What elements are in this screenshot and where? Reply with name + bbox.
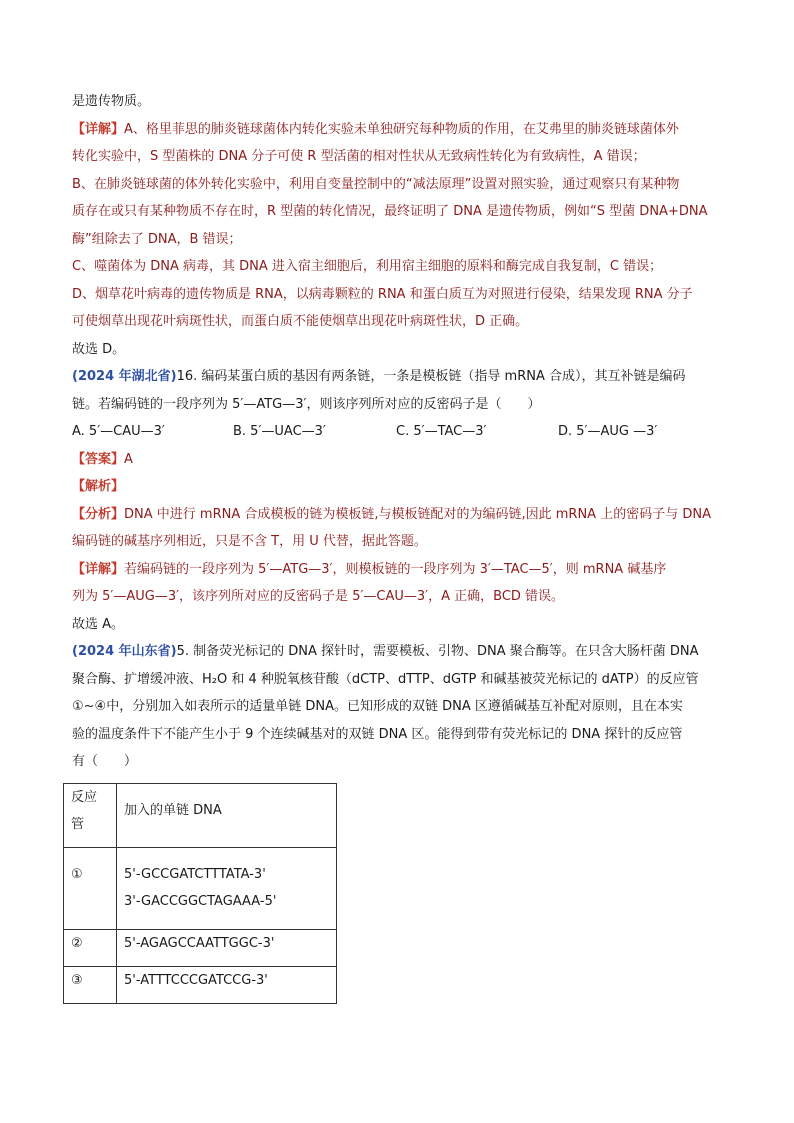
question-text: 5. 制备荧光标记的 DNA 探针时，需要模板、引物、DNA 聚合酶等。在只含大肠杆菌 DNA [176,644,699,659]
options-row [72,418,732,446]
analysis-line [72,501,732,529]
detail-line: 可使烟草出现花叶病斑性状，而蛋白质不能使烟草出现花叶病斑性状，D 正确。 [72,314,529,329]
dna-cell [117,848,337,930]
answer-value: A [124,451,133,467]
question-text: 有（ ） [72,754,138,769]
header-cell [117,784,337,848]
detail-text: 若编码链的一段序列为 5′—ATG—3′，则模板链的一段序列为 3′—TAC—5′，则 mRNA 碱基序 [124,561,667,577]
dna-sequence: 5'-GCCGATCTTTATA-3' [124,867,266,882]
detail-tag: 【详解】 [72,561,125,577]
option-a: A. 5′—CAU—3′ [72,424,165,439]
header-text: 加入的单链 DNA [124,803,222,818]
detail-tag: 【详解】 [72,121,125,137]
question-text: 验的温度条件下不能产生小于 9 个连续碱基对的双链 DNA 区。能得到带有荧光标记的 DNA 探针的反应管 [72,726,683,742]
dna-table [63,783,337,1004]
question-16 [72,363,732,391]
answer-line [72,446,732,474]
answer-tag: 【答案】 [72,451,125,467]
analysis-sub-tag: 【分析】 [72,506,125,522]
source-tag: (2024 年山东省) [72,644,177,659]
tube-id: ① [71,867,83,882]
dna-sequence: 3'-GACCGGCTAGAAA-5' [124,894,277,909]
tube-id: ② [71,936,83,951]
analysis-tag: 【解析】 [72,479,125,494]
detail-line: 转化实验中，S 型菌株的 DNA 分子可使 R 型活菌的相对性状从无致病性转化为有致病性，A 错误； [72,149,646,164]
detail-line: 列为 5′—AUG—3′，该序列所对应的反密码子是 5′—CAU—3′，A 正确，BCD 错误。 [72,589,565,604]
choice-line: 故选 A。 [72,616,125,632]
choice-line: 故选 D。 [72,341,126,357]
question-5 [72,638,732,666]
detail-line: C、噬菌体为 DNA 病毒，其 DNA 进入宿主细胞后，利用宿主细胞的原料和酶完成自我复制，C 错误； [72,259,663,274]
detail-line: D、烟草花叶病毒的遗传物质是 RNA，以病毒颗粒的 RNA 和蛋白质互为对照进行侵染，结果发现 RNA 分子 [72,286,693,302]
table-header-row [64,784,337,848]
source-tag: (2024 年湖北省) [72,369,177,384]
table-row [64,967,337,1004]
dna-sequence: 5'-AGAGCCAATTGGC-3' [124,936,275,951]
detail-line [72,556,732,584]
tube-id: ③ [71,973,83,988]
dna-cell [117,967,337,1004]
option-c: C. 5′—TAC—3′ [396,424,487,439]
header-cell [64,784,117,848]
detail-line [72,116,732,144]
option-b: B. 5′—UAC—3′ [233,424,326,439]
dna-cell [117,930,337,967]
detail-line: 质存在或只有某种物质不存在时，R 型菌的转化情况，最终证明了 DNA 是遗传物质，例如“S 型菌 DNA+DNA [72,204,708,219]
table-row [64,930,337,967]
question-text: 链。若编码链的一段序列为 5′—ATG—3′，则该序列所对应的反密码子是（ ） [72,396,541,412]
question-text: 16. 编码某蛋白质的基因有两条链，一条是模板链（指导 mRNA 合成），其互补链是编码 [176,369,686,384]
analysis-text: DNA 中进行 mRNA 合成模板的链为模板链,与模板链配对的为编码链,因此 mRNA 上的密码子与 DNA [124,506,711,522]
question-text: 聚合酶、扩增缓冲液、H₂O 和 4 种脱氧核苷酸（dCTP、dTTP、dGTP 和碱基被荧光标记的 dATP）的反应管 [72,671,699,687]
tube-id-cell [64,848,117,930]
text-line: 是遗传物质。 [72,94,151,109]
document-page [72,88,732,776]
question-text: ①~④中，分别加入如表所示的适量单链 DNA。已知形成的双链 DNA 区遵循碱基互补配对原则，且在本实 [72,699,683,714]
detail-line: 酶”组除去了 DNA，B 错误； [72,231,242,247]
tube-id-cell [64,930,117,967]
header-text: 管 [71,817,85,832]
detail-text: A、格里菲思的肺炎链球菌体内转化实验未单独研究每种物质的作用，在艾弗里的肺炎链球菌体外 [124,121,679,137]
analysis-line: 编码链的碱基序列相近，只是不含 T，用 U 代替，据此答题。 [72,534,427,549]
table-row [64,848,337,930]
option-d: D. 5′—AUG —3′ [558,424,658,439]
detail-line: B、在肺炎链球菌的体外转化实验中，利用自变量控制中的“减法原理”设置对照实验，通过观察只有某种物 [72,176,680,192]
header-text: 反应 [71,790,98,805]
dna-sequence: 5'-ATTTCCCGATCCG-3' [124,973,268,988]
tube-id-cell [64,967,117,1004]
